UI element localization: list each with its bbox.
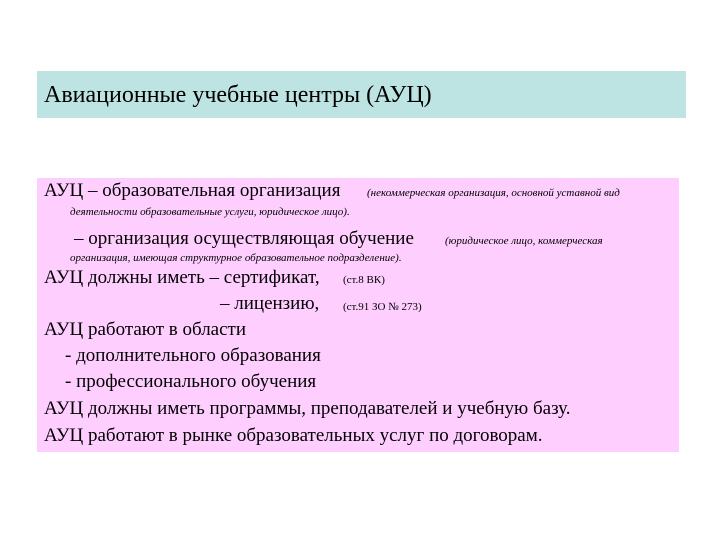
alternative-main: – организация осуществляющая обучение	[74, 228, 414, 249]
alternative-note-line2: организация, имеющая структурное образовательное подразделение).	[70, 252, 402, 264]
license-note: (ст.91 ЗО № 273)	[343, 301, 422, 313]
areas-item-professional-training: - профессионального обучения	[65, 371, 317, 392]
programs-line: АУЦ должны иметь программы, преподавателей и учебную базу.	[44, 398, 571, 419]
title-box	[37, 71, 686, 118]
areas-main: АУЦ работают в области	[44, 319, 247, 340]
definition-note-line2: деятельности образовательные услуги, юридическое лицо).	[70, 206, 350, 218]
alternative-note-line1: (юридическое лицо, коммерческая	[445, 235, 603, 247]
certificate-note: (ст.8 ВК)	[343, 274, 385, 286]
market-line: АУЦ работают в рынке образовательных услуг по договорам.	[44, 425, 543, 446]
definition-note-line1: (некоммерческая организация, основной уставной вид	[367, 187, 620, 199]
requirements-main: АУЦ должны иметь – сертификат,	[44, 267, 320, 288]
content-box	[37, 178, 679, 452]
license-text: – лицензию,	[220, 293, 320, 314]
slide-title: Авиационные учебные центры (АУЦ)	[44, 82, 432, 108]
areas-item-additional-education: - дополнительного образования	[65, 345, 321, 366]
definition-main: АУЦ – образовательная организация	[44, 180, 341, 201]
